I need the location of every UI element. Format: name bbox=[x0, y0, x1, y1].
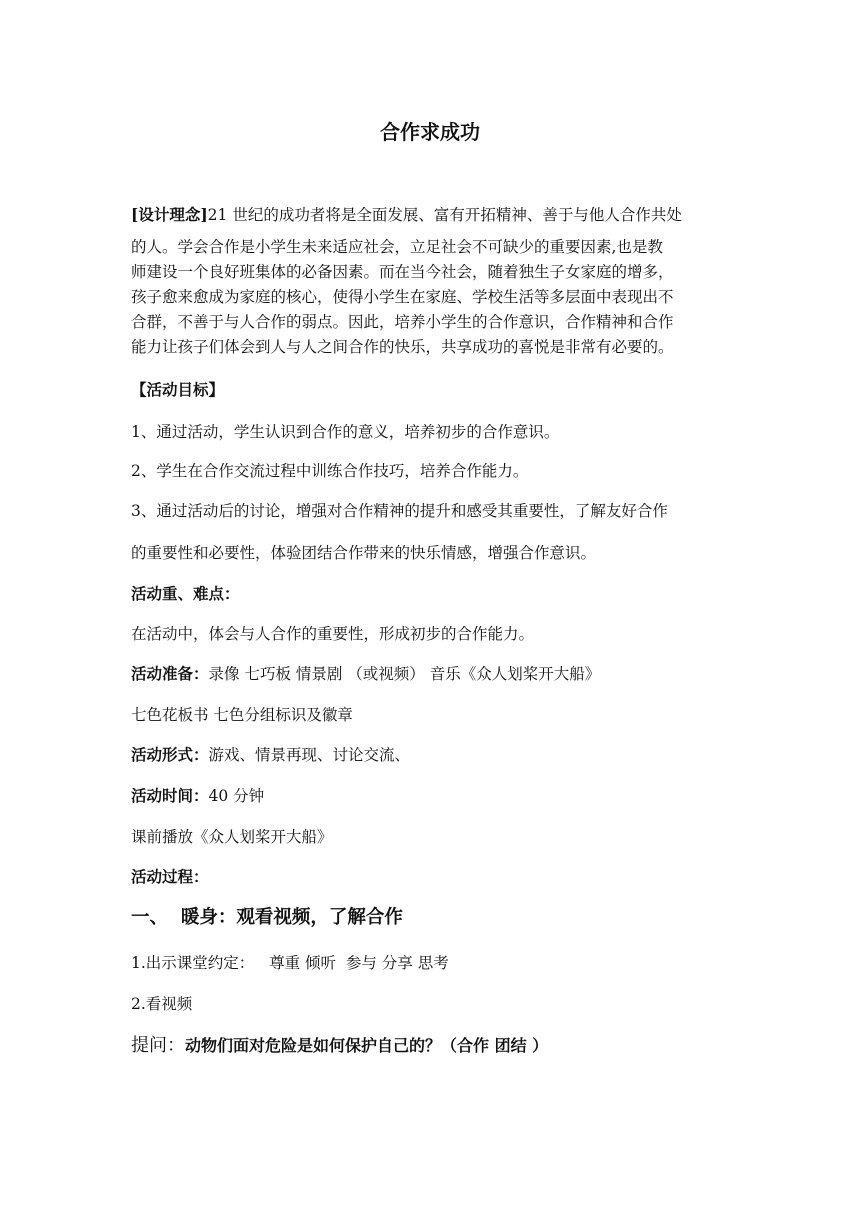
goal-item: 2、学生在合作交流过程中训练合作技巧，培养合作能力。 bbox=[131, 462, 529, 480]
step-1: 1.出示课堂约定： 尊重 倾听 参与 分享 思考 bbox=[131, 954, 449, 972]
design-concept-line: 能力让孩子们体会到人与人之间合作的快乐，共享成功的喜悦是非常有必要的。 bbox=[131, 338, 674, 356]
preparation-text: 录像 七巧板 情景剧 （或视频） 音乐《众人划桨开大船》 bbox=[208, 665, 601, 683]
activity-form-label: 活动形式： bbox=[131, 745, 209, 764]
process-heading: 活动过程： bbox=[131, 867, 209, 886]
design-concept-line: 的人。学会合作是小学生未来适应社会，立足社会不可缺少的重要因素,也是教 bbox=[131, 238, 663, 256]
key-points-heading: 活动重、难点： bbox=[131, 584, 240, 603]
goal-item: 1、通过活动，学生认识到合作的意义，培养初步的合作意识。 bbox=[131, 423, 560, 441]
design-concept-text: 21 世纪的成功者将是全面发展、富有开拓精神、善于与他人合作共处 bbox=[207, 206, 682, 224]
design-concept-line: 孩子愈来愈成为家庭的核心，使得小学生在家庭、学校生活等多层面中表现出不 bbox=[131, 288, 674, 306]
goal-item: 的重要性和必要性，体验团结合作带来的快乐情感，增强合作意识。 bbox=[131, 544, 597, 562]
activity-time-line bbox=[131, 786, 264, 806]
goal-item: 3、通过活动后的讨论，增强对合作精神的提升和感受其重要性，了解友好合作 bbox=[131, 502, 668, 520]
question-line bbox=[131, 1036, 548, 1056]
design-concept-line bbox=[131, 202, 731, 227]
activity-time-text: 40 分钟 bbox=[208, 787, 265, 805]
activity-form-line bbox=[131, 745, 410, 765]
activity-form-text: 游戏、情景再现、讨论交流、 bbox=[208, 746, 411, 764]
question-label: 提问： bbox=[131, 1035, 185, 1056]
goals-heading: 【活动目标】 bbox=[131, 380, 225, 399]
activity-time-label: 活动时间： bbox=[131, 786, 209, 805]
step-2: 2.看视频 bbox=[131, 995, 193, 1013]
preparation-line-2: 七色花板书 七色分组标识及徽章 bbox=[131, 706, 353, 724]
design-concept-label: [设计理念] bbox=[131, 205, 208, 224]
section-1-heading: 一、 暖身：观看视频，了解合作 bbox=[131, 907, 403, 928]
design-concept-line: 师建设一个良好班集体的必备因素。而在当今社会，随着独生子女家庭的增多， bbox=[131, 263, 674, 281]
preparation-line bbox=[131, 664, 600, 684]
design-concept-line: 合群，不善于与人合作的弱点。因此，培养小学生的合作意识，合作精神和合作 bbox=[131, 313, 674, 331]
key-points-text: 在活动中，体会与人合作的重要性，形成初步的合作能力。 bbox=[131, 625, 535, 643]
pre-class-music-line: 课前播放《众人划桨开大船》 bbox=[131, 828, 333, 846]
design-concept-paragraph bbox=[131, 202, 731, 360]
question-text: 动物们面对危险是如何保护自己的？（合作 团结 ） bbox=[185, 1036, 549, 1055]
document-title: 合作求成功 bbox=[380, 120, 480, 144]
preparation-label: 活动准备： bbox=[131, 664, 209, 683]
